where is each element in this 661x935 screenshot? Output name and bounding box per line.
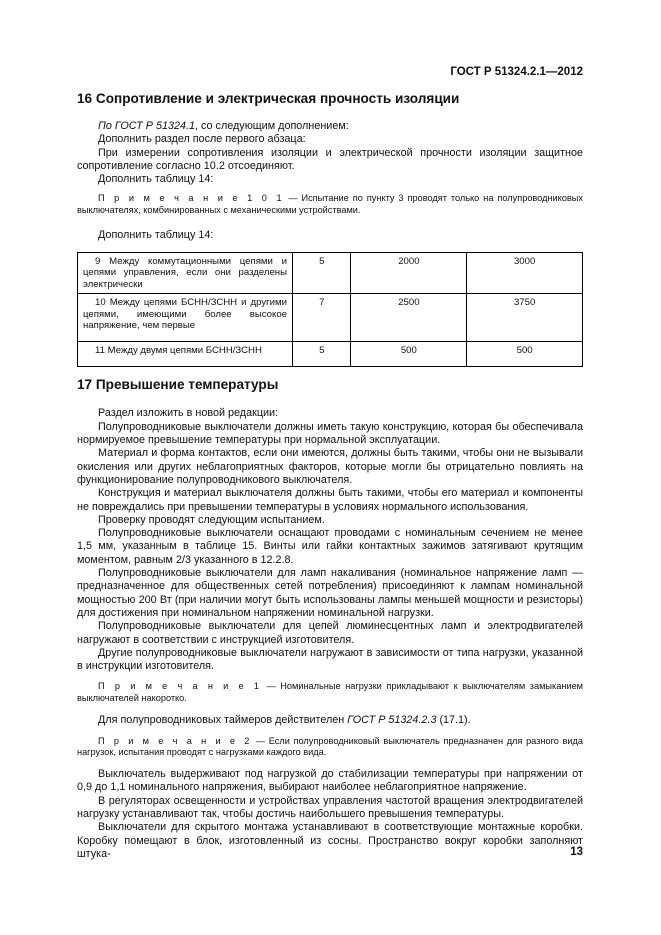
standard-header: ГОСТ Р 51324.2.1—2012 <box>450 66 583 78</box>
table-cell-value: 500 <box>351 342 467 367</box>
reference-rest: , со следующим дополнением: <box>195 120 349 132</box>
paragraph: Полупроводниковые выключатели оснащают проводами с номинальным сечением не менее 1,5 мм, указанным в таблице 15. Винты или гайки контактных зажимов затягивают крутящим моментом, равным 2/3 указанного в 12.2.8. <box>77 527 583 566</box>
paragraph: Полупроводниковые выключатели для ламп накаливания (номинальное напряжение ламп — предназначенное для общественных сетей потребления) присоединяют к лампам номинальной мощностью 200 Вт (при наличии могут быть использованы лампы меньшей мощности и резисторы) для достижения при номинальном напряжении номинальной нагрузки. <box>77 567 583 619</box>
section-16-title: 16 Сопротивление и электрическая прочность изоляции <box>77 91 460 106</box>
timers-paragraph <box>77 714 583 727</box>
table-cell-description: 10 Между цепями БСНН/ЗСНН и другими цепями, имеющими более высокое напряжение, чем первые <box>78 294 293 342</box>
paragraph: Конструкция и материал выключателя должны быть такими, чтобы его материал и компоненты не повреждались при превышении температуры в условиях нормального использования. <box>77 487 583 513</box>
table-cell-value: 3750 <box>467 294 583 342</box>
table-cell-value: 3000 <box>467 252 583 294</box>
table-cell-value: 5 <box>293 252 351 294</box>
section-17-title: 17 Превышение температуры <box>77 377 279 393</box>
reference-standard: По ГОСТ Р 51324.1 <box>98 120 196 132</box>
paragraph: Дополнить таблицу 14: <box>98 173 214 186</box>
table-cell-value: 7 <box>293 294 351 342</box>
paragraph: Другие полупроводниковые выключатели нагружают в зависимости от типа нагрузки, указанной в инструкции изготовителя. <box>77 646 583 673</box>
note-label: П р и м е ч а н и е 2 <box>98 735 253 746</box>
note-1 <box>77 681 583 704</box>
paragraph: Проверку проводят следующим испытанием. <box>98 513 325 526</box>
paragraph: Полупроводниковые выключатели для цепей люминесцентных ламп и электродвигателей нагружают в соответствии с инструкцией изготовителя. <box>77 620 583 646</box>
paragraph: Выключатель выдерживают под нагрузкой до стабилизации температуры при напряжении от 0,9 до 1,1 номинального напряжения, выбирают наиболее неблагоприятное напряжение. <box>77 768 583 794</box>
note-101 <box>77 193 583 216</box>
paragraph: Дополнить раздел после первого абзаца: <box>98 133 306 146</box>
table-cell-description: 9 Между коммутационными цепями и цепями управления, если они разделены электрически <box>78 252 293 294</box>
table-row <box>78 342 583 367</box>
table-row <box>78 252 583 294</box>
page-number: 13 <box>570 846 583 858</box>
page-content <box>77 91 583 861</box>
paragraph: Выключатели для скрытого монтажа устанавливают в соответствующие монтажные коробки. Коробку помещают в блок, изготовленный из сосны. Пространство вокруг коробки заполняют штука- <box>77 821 583 860</box>
timers-standard: ГОСТ Р 51324.2.3 <box>347 713 437 726</box>
paragraph: В регуляторах освещенности и устройствах управления частотой вращения электродвигателей нагрузку устанавливают так, чтобы достичь наибольшего превышения температуры. <box>77 794 583 820</box>
note-text: — Испытание по пункту 3 проводят только на полупроводниковых выключателях, комбинированных с механическими устройствами. <box>77 193 583 216</box>
table-cell-value: 2000 <box>351 252 467 294</box>
table-cell-description: 11 Между двумя цепями БСНН/ЗСНН <box>78 342 293 367</box>
table-cell-value: 2500 <box>351 294 467 342</box>
timers-text: Для полупроводниковых таймеров действителен <box>98 713 348 726</box>
table-cell-value: 5 <box>293 342 351 367</box>
paragraph: При измерении сопротивления изоляции и электрической прочности изоляции защитное сопротивление согласно 10.2 отсоединяют. <box>77 146 583 172</box>
table-14-addition <box>77 252 583 368</box>
table-cell-value: 500 <box>467 342 583 367</box>
table-row <box>78 294 583 342</box>
note-text: — Номинальные нагрузки прикладывают к выключателям замыканием выключателей накоротко. <box>77 681 583 703</box>
note-2 <box>77 736 583 759</box>
paragraph: Полупроводниковые выключатели должны иметь такую конструкцию, которая бы обеспечивала нормируемое превышение температуры при нормальной эксплуатации. <box>77 420 583 447</box>
note-label: П р и м е ч а н и е 1 0 1 <box>98 193 285 204</box>
paragraph: Материал и форма контактов, если они имеются, должны быть такими, чтобы они не вызывали окисления или других неблагоприятных факторов, которые могли бы отрицательно повлиять на функционирование полупроводникового выключателя. <box>77 447 583 486</box>
timers-rest: (17.1). <box>436 713 471 726</box>
paragraph: Дополнить таблицу 14: <box>98 228 214 241</box>
note-text: — Если полупроводниковый выключатель предназначен для разного вида нагрузок, испытания проводят с нагрузками каждого вида. <box>77 735 584 758</box>
section-16-reference <box>77 120 583 133</box>
note-label: П р и м е ч а н и е 1 <box>98 681 262 692</box>
paragraph: Раздел изложить в новой редакции: <box>98 407 279 420</box>
